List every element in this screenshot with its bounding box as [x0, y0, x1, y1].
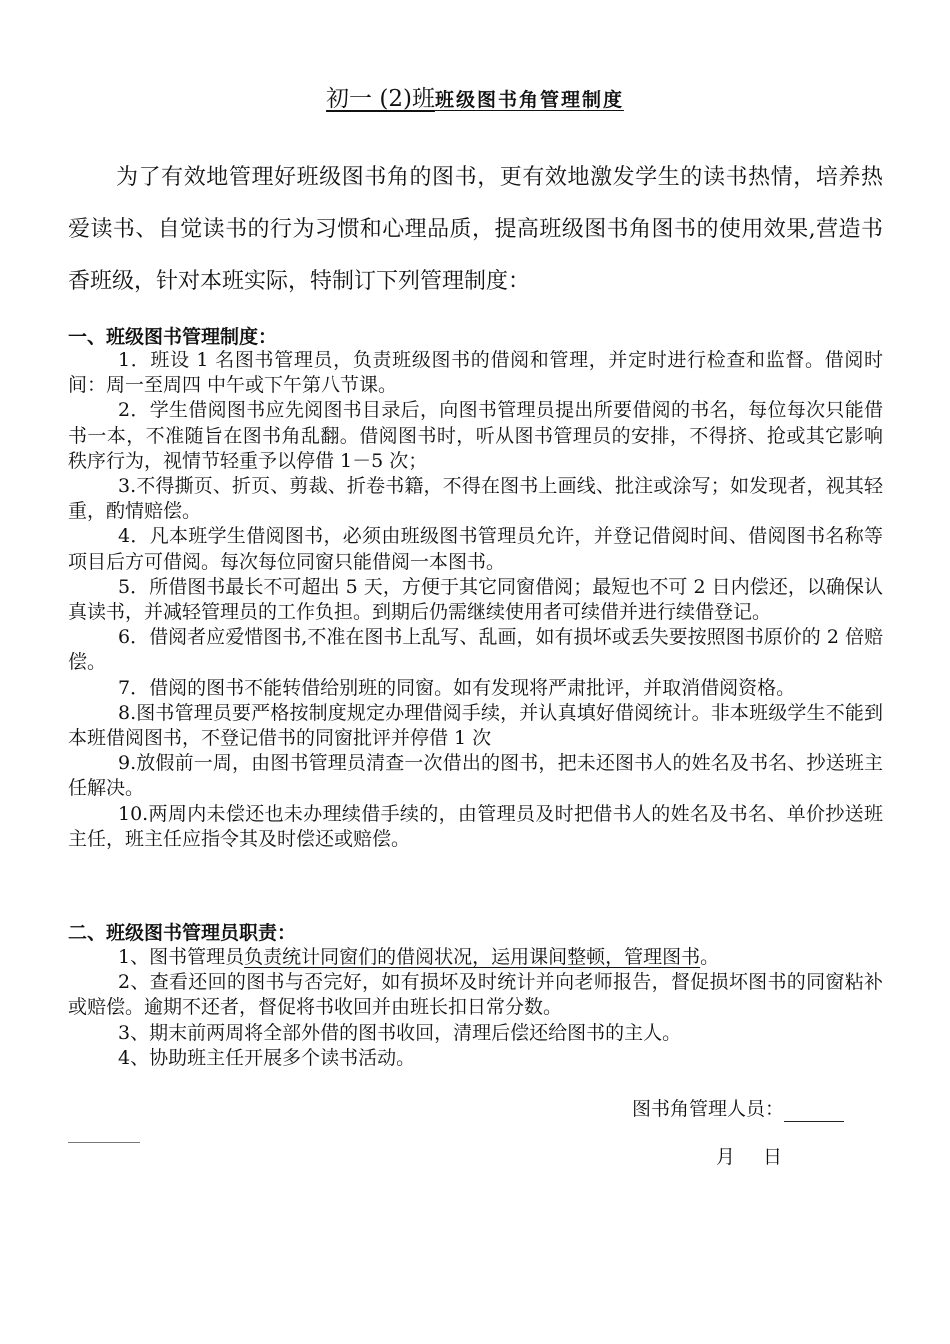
- duty-item-3: 3、期末前两周将全部外借的图书收回，清理后偿还给图书的主人。: [118, 1021, 682, 1044]
- section2-heading: 二、班级图书管理员职责：: [68, 922, 297, 944]
- rule-item-5: 5．所借图书最长不可超出 5 天，方便于其它同窗借阅；最短也不可 2 日内偿还，以确保认真读书，并减轻管理员的工作负担。到期后仍需继续使用者可续借并进行续借登记。: [68, 575, 883, 624]
- signature-line: [632, 1096, 844, 1122]
- duty-item-1-underlined: 负责统计同窗们的借阅状况，运用课间整顿，管理图书: [244, 946, 701, 968]
- rule-item-6: 6．借阅者应爱惜图书,不准在图书上乱写、乱画，如有损坏或丢失要按照图书原价的 2 倍赔偿。: [68, 626, 883, 674]
- document-title: [0, 82, 950, 117]
- rule-item-9: 9.放假前一周，由图书管理员清查一次借出的图书，把未还图书人的姓名及书名、抄送班主任解决。: [68, 752, 883, 800]
- rule-item-8: 8.图书管理员要严格按制度规定办理借阅手续，并认真填好借阅统计。非本班级学生不能到本班借阅图书，不登记借书的同窗批评并停借 1 次: [68, 701, 883, 750]
- rule-item-2: 2．学生借阅图书应先阅图书目录后，向图书管理员提出所要借阅的书名，每位每次只能借书一本，不准随旨在图书角乱翻。借阅图书时，听从图书管理员的安排，不得挤、抢或其它影响秩序行为，视情节轻重予以停借 1－5 次；: [68, 399, 883, 472]
- title-class: 初一 (2)班: [326, 86, 435, 112]
- section1-list: [68, 348, 883, 852]
- rule-item-10: 10.两周内未偿还也未办理续借手续的，由管理员及时把借书人的姓名及书名、单价抄送班主任，班主任应指令其及时偿还或赔偿。: [68, 802, 883, 850]
- section1-heading: 一、班级图书管理制度：: [68, 326, 278, 348]
- duty-item-4: 4、协助班主任开展多个读书活动。: [118, 1046, 416, 1069]
- signature-blank: [784, 1101, 844, 1122]
- signature-date: 月 日: [716, 1146, 783, 1168]
- title-system-name: 班级图书角管理制度: [434, 89, 624, 111]
- rule-item-4: 4．凡本班学生借阅图书，必须由班级图书管理员允许，并登记借阅时间、借阅图书名称等项目后方可借阅。每次每位同窗只能借阅一本图书。: [68, 525, 883, 573]
- duty-item-1-suffix: 。: [700, 946, 720, 968]
- section2-list: [68, 945, 883, 1071]
- rule-item-7: 7．借阅的图书不能转借给别班的同窗。如有发现将严肃批评，并取消借阅资格。: [118, 676, 796, 699]
- intro-paragraph: 为了有效地管理好班级图书角的图书，更有效地激发学生的读书热情，培养热爱读书、自觉读书的行为习惯和心理品质，提高班级图书角图书的使用效果,营造书香班级，针对本班实际，特制订下列管理制度：: [68, 165, 883, 294]
- duty-item-1-prefix: 1、图书管理员: [118, 946, 245, 968]
- duty-item-1: [68, 945, 883, 970]
- rule-item-1: 1．班设 1 名图书管理员，负责班级图书的借阅和管理，并定时进行检查和监督。借阅时间：周一至周四 中午或下午第八节课。: [68, 349, 883, 397]
- duty-item-2: 2、查看还回的图书与否完好，如有损坏及时统计并向老师报告，督促损坏图书的同窗粘补或赔偿。逾期不还者，督促将书收回并由班长扣日常分数。: [68, 971, 883, 1019]
- divider-line: [68, 1142, 140, 1143]
- rule-item-3: 3.不得撕页、折页、剪裁、折卷书籍，不得在图书上画线、批注或涂写；如发现者，视其轻重，酌情赔偿。: [68, 475, 883, 523]
- signature-label: 图书角管理人员：: [632, 1098, 785, 1120]
